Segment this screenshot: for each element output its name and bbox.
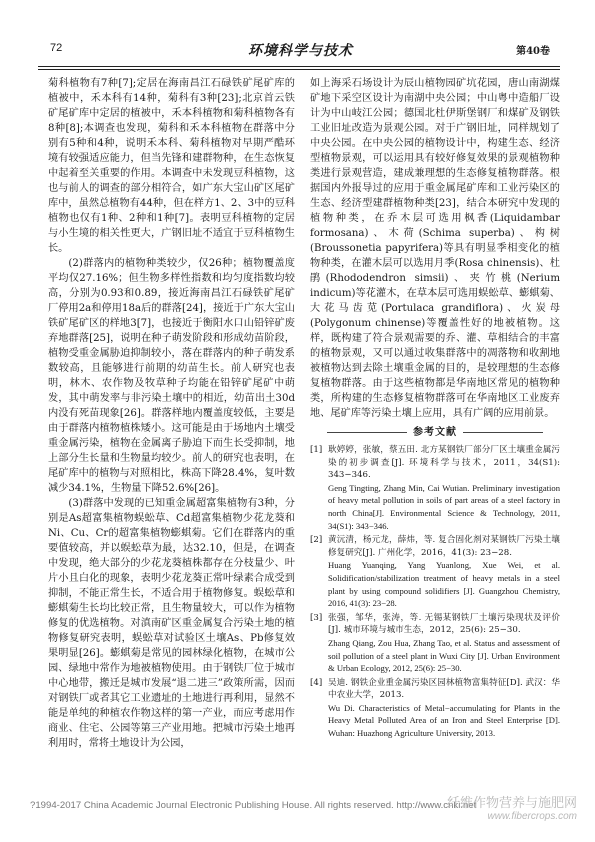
header-rule-thin xyxy=(38,69,560,70)
paragraph: (3)群落中发现的已知重金属超富集植物有3种，分别是As超富集植物蜈蚣草、Cd超富集植物少花龙葵和Ni、Cu、Cr的超富集植物蟛蜞菊。它们在群落内的重要值较高，并以蜈蚣草为最，达32.10，但是，在调查中发现，绝大部分的少花龙葵植株都存在分枝量少、叶片小且白化的现象，表明少花龙葵正常叶绿素合成受到抑制，不能正常生长，不适合用于植物修复。蜈蚣草和蟛蜞菊生长均比较正常，且生物量较大，可以作为植物修复的优选植物。对滇南矿区重金属复合污染土地的植物修复研究表明，蜈蚣草对试验区土壤As、Pb修复效果明显[26]。蟛蜞菊是常见的园林绿化植物，在城市公园、绿地中常作为地被植物使用。由于钢铁厂位于城市中心地带，搬迁是城市发展“退二进三”政策所需，因而对钢铁厂或者其它工业遗址的土地进行再利用，显然不能是单纯的种植农作物这样的第一产业，而应考虑用作商业、住宅、公园等第三产业用地。把城市污染土地再利用时，常将土地设计为公园， xyxy=(48,498,295,749)
header-rule xyxy=(38,66,560,67)
paragraph: 菊科植物有7种[7];定居在海南昌江石碌铁矿尾矿库的植被中，禾本科有14种，菊科有3种[23];北京首云铁矿尾矿库中定居的植被中，禾本科植物和菊科植物各有8种[8];本调查也发现，菊科和禾本科植物在群落中分别有5种和4种，说明禾本科、菊科植物对早期严酷环境有较强适应能力，但当先锋和建群物种，在生态恢复中起着至关重要的作用。本调查中未发现豆科植物，这也与前人的调查的部分相符合，如广东大宝山矿区尾矿库中，虽然总植物有44种，但在样方1、2、3中的豆科植物也仅有1种、2种和1种[7]。表明豆科植物的定居与小生境的相关性更大，广钢旧址不适宜于豆科植物生长。 xyxy=(48,78,295,254)
reference-number: [1] xyxy=(310,445,323,455)
watermark-en: www.fibercrops.com xyxy=(487,811,577,822)
journal-title: 环境科学与技术 xyxy=(248,43,353,59)
reference-en: Zhang Qiang, Zou Hua, Zhang Tao, et al. Status and assessment of soil pollution of a steel plant in Wuxi City [J]. Urban Environment & Urban Ecology, 2012, 25(6): 25−30. xyxy=(328,637,560,674)
right-column xyxy=(310,76,560,742)
reference-number: [2] xyxy=(310,535,323,546)
reference-item xyxy=(310,534,560,610)
page-number: 72 xyxy=(50,42,63,54)
reference-item xyxy=(310,677,560,740)
paragraph: 如上海采石场设计为辰山植物园矿坑花园，唐山南湖煤矿地下采空区设计为南湖中央公园；中山粤中造船厂设计为中山岐江公园；德国北杜伊斯堡钢厂和煤矿及钢铁工业旧址改造为景观公园。对于广钢旧址，同样规划了中央公园。在中央公园的植物设计中，构建生态、经济型植物景观，可以运用具有较好修复效果的景观植物种类进行景观营造，建成兼理想的生态修复植物群落。根据国内外报导过的应用于重金属尾矿库和工业污染区的生态、经济型建群植物种类[23]，结合本研究中发现的植物种类，在乔木层可选用枫香(Liquidambar formosana)、木荷(Schima superba)、构树(Broussonetia papyrifera)等具有明显季相变化的植物种类，在灌木层可以选用月季(Rosa chinensis)、杜鹃(Rhododendron simsii)、夹竹桃(Nerium indicum)等花灌木，在草本层可选用蜈蚣草、蟛蜞菊、大花马齿苋(Portulaca grandiflora)、火炭母(Polygonum chinense)等覆盖性好的地被植物。这样，既构建了符合景观需要的乔、灌、草相结合的丰富的植物景观，又可以通过收集群落中的凋落物和收割地被植物达到去除土壤重金属的目的，是较理想的生态修复植物群落。由于这些植物都是华南地区常见的植物种类，所构建的生态修复植物群落可在华南地区工业废弃地、尾矿库等污染土壤上应用，具有广阔的应用前景。 xyxy=(310,78,560,419)
paragraph: (2)群落内的植物种类较少，仅26种；植物覆盖度平均仅27.16%；但生物多样性指数和均匀度指数均较高，分别为0.93和0.89，接近海南昌江石碌铁矿尾矿厂停用2a和停用18a后的群落[24]，接近于广东大宝山铁矿尾矿区的样地3[7]，也接近于衡阳水口山铅锌矿废弃地群落[25]，说明在种子萌发阶段和形成幼苗阶段，植物受重金属胁迫抑制较小，落在群落内的种子萌发系数较高，且能够进行前期的幼苗生长。前人研究也表明，林木、农作物及牧草种子均能在铅锌矿尾矿中萌发，其中萌发率与非污染土壤中的相近，幼苗出土30d内没有死苗现象[26]。群落样地内覆盖度较低，主要是由于群落内植物植株矮小。这可能是由于场地内土壤受重金属污染，植物在金属离子胁迫下而生长受抑制，地上部分生长量和生物量均较少。前人的研究也表明，在尾矿库中的植物与对照相比，株高下降28.4%，复叶数减少34.1%，生物量下降52.6%[26]。 xyxy=(48,258,295,494)
watermark xyxy=(447,792,577,822)
reference-en: Wu Di. Characteristics of Metal−accumulating for Plants in the Heavy Metal Polluted Area of an Iron and Steel Enterprise [D]. Wuhan: Huazhong Agriculture University, 2013. xyxy=(328,702,560,739)
reference-number: [3] xyxy=(310,612,323,623)
references-heading: 参考文献 xyxy=(310,425,560,440)
page-header xyxy=(38,40,560,66)
reference-en: Huang Yuanqing, Yang Yuanlong, Xue Wei, et al. Solidification/stabilization treatment of heavy metals in a steel plant by using compound solidifiers [J]. Guangzhou Chemistry, 2016, 41(3): 23−28. xyxy=(328,560,560,609)
reference-cn: 耿婷婷，张敏，蔡五田. 北方某钢铁厂部分厂区土壤重金属污染的初步调查[J]. 环境科学与技术，2011，34(S1): 343−346. xyxy=(328,445,560,481)
reference-en: Geng Tingting, Zhang Min, Cai Wutian. Preliminary investigation of heavy metal pollution in soils of part areas of a steel factory in north China[J]. Environmental Science & Technology, 2011, 34(S1): 343−346. xyxy=(328,482,560,531)
reference-item xyxy=(310,612,560,675)
volume-label: 第40卷 xyxy=(516,46,550,57)
watermark-cn: 纤维作物营养与施肥网 xyxy=(446,795,577,810)
reference-item xyxy=(310,444,560,532)
reference-cn: 张强，邹华，张涛，等. 无锡某钢铁厂土壤污染现状及评价[J]. 城市环境与城市生态，2012，25(6): 25−30. xyxy=(328,612,560,636)
left-column xyxy=(48,76,295,751)
reference-cn: 吴迪. 钢铁企业重金属污染区园林植物富集特征[D]. 武汉：华中农业大学，2013. xyxy=(328,677,560,701)
reference-number: [4] xyxy=(310,677,323,688)
copyright-footer: ?1994-2017 China Academic Journal Electronic Publishing House. All rights reserved. http://www.cnki.net xyxy=(30,800,477,811)
reference-cn: 黄沅清，杨元龙，薛炜，等. 复合固化剂对某钢铁厂污染土壤修复研究[J]. 广州化学，2016，41(3): 23−28. xyxy=(328,535,560,558)
